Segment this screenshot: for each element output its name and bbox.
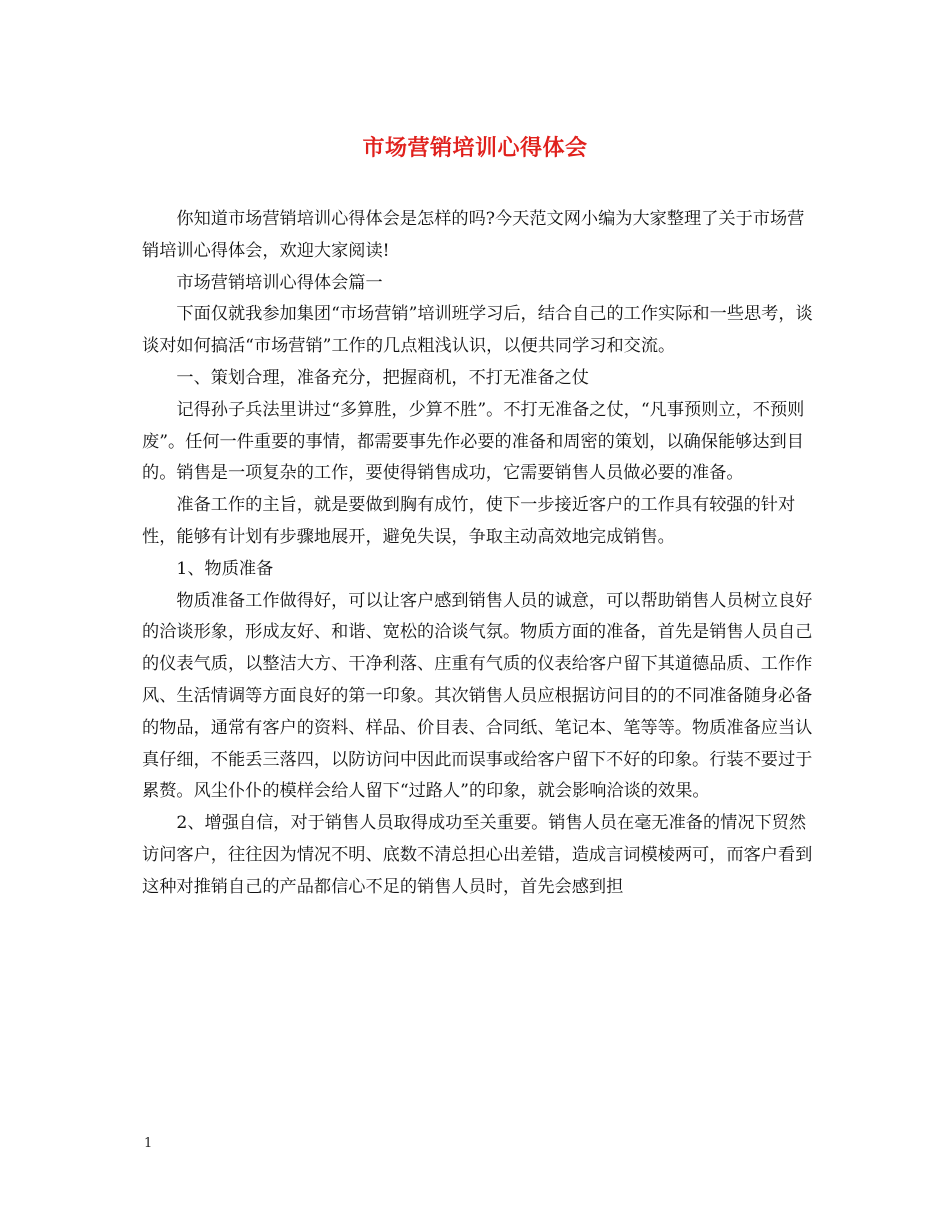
paragraph-intro: 你知道市场营销培训心得体会是怎样的吗?今天范文网小编为大家整理了关于市场营销培训心得体会，欢迎大家阅读!	[142, 209, 805, 261]
page-number: 1	[144, 1136, 153, 1151]
paragraph: 下面仅就我参加集团“市场营销”培训班学习后，结合自己的工作实际和一些思考，谈谈对如何搞活“市场营销”工作的几点粗浅认识，以便共同学习和交流。	[142, 304, 813, 357]
paragraph: 准备工作的主旨，就是要做到胸有成竹，使下一步接近客户的工作具有较强的针对性，能够有计划有步骤地展开，避免失误，争取主动高效地完成销售。	[142, 495, 796, 547]
document-title: 市场营销培训心得体会	[362, 135, 588, 161]
subheading: 1、物质准备	[176, 558, 274, 579]
section-heading: 市场营销培训心得体会篇一	[176, 272, 383, 293]
document-body	[142, 204, 814, 904]
paragraph: 物质准备工作做得好，可以让客户感到销售人员的诚意，可以帮助销售人员树立良好的洽谈形象，形成友好、和谐、宽松的洽谈气氛。物质方面的准备，首先是销售人员自己的仪表气质，以整洁大方、干净利落、庄重有气质的仪表给客户留下其道德品质、工作作风、生活情调等方面良好的第一印象。其次销售人员应根据访问目的的不同准备随身必备的物品，通常有客户的资料、样品、价目表、合同纸、笔记本、笔等等。物质准备应当认真仔细，不能丢三落四，以防访问中因此而误事或给客户留下不好的印象。行装不要过于累赘。风尘仆仆的模样会给人留下“过路人”的印象，就会影响洽谈的效果。	[142, 590, 813, 802]
subheading: 一、策划合理，准备充分，把握商机，不打无准备之仗	[176, 367, 589, 388]
paragraph: 记得孙子兵法里讲过“多算胜，少算不胜”。不打无准备之仗，“凡事预则立，不预则废”。任何一件重要的事情，都需要事先作必要的准备和周密的策划，以确保能够达到目的。销售是一项复杂的工作，要使得销售成功，它需要销售人员做必要的准备。	[142, 399, 805, 484]
paragraph: 2、增强自信，对于销售人员取得成功至关重要。销售人员在毫无准备的情况下贸然访问客户，往往因为情况不明、底数不清总担心出差错，造成言词模棱两可，而客户看到这种对推销自己的产品都信心不足的销售人员时，首先会感到担	[142, 813, 813, 897]
